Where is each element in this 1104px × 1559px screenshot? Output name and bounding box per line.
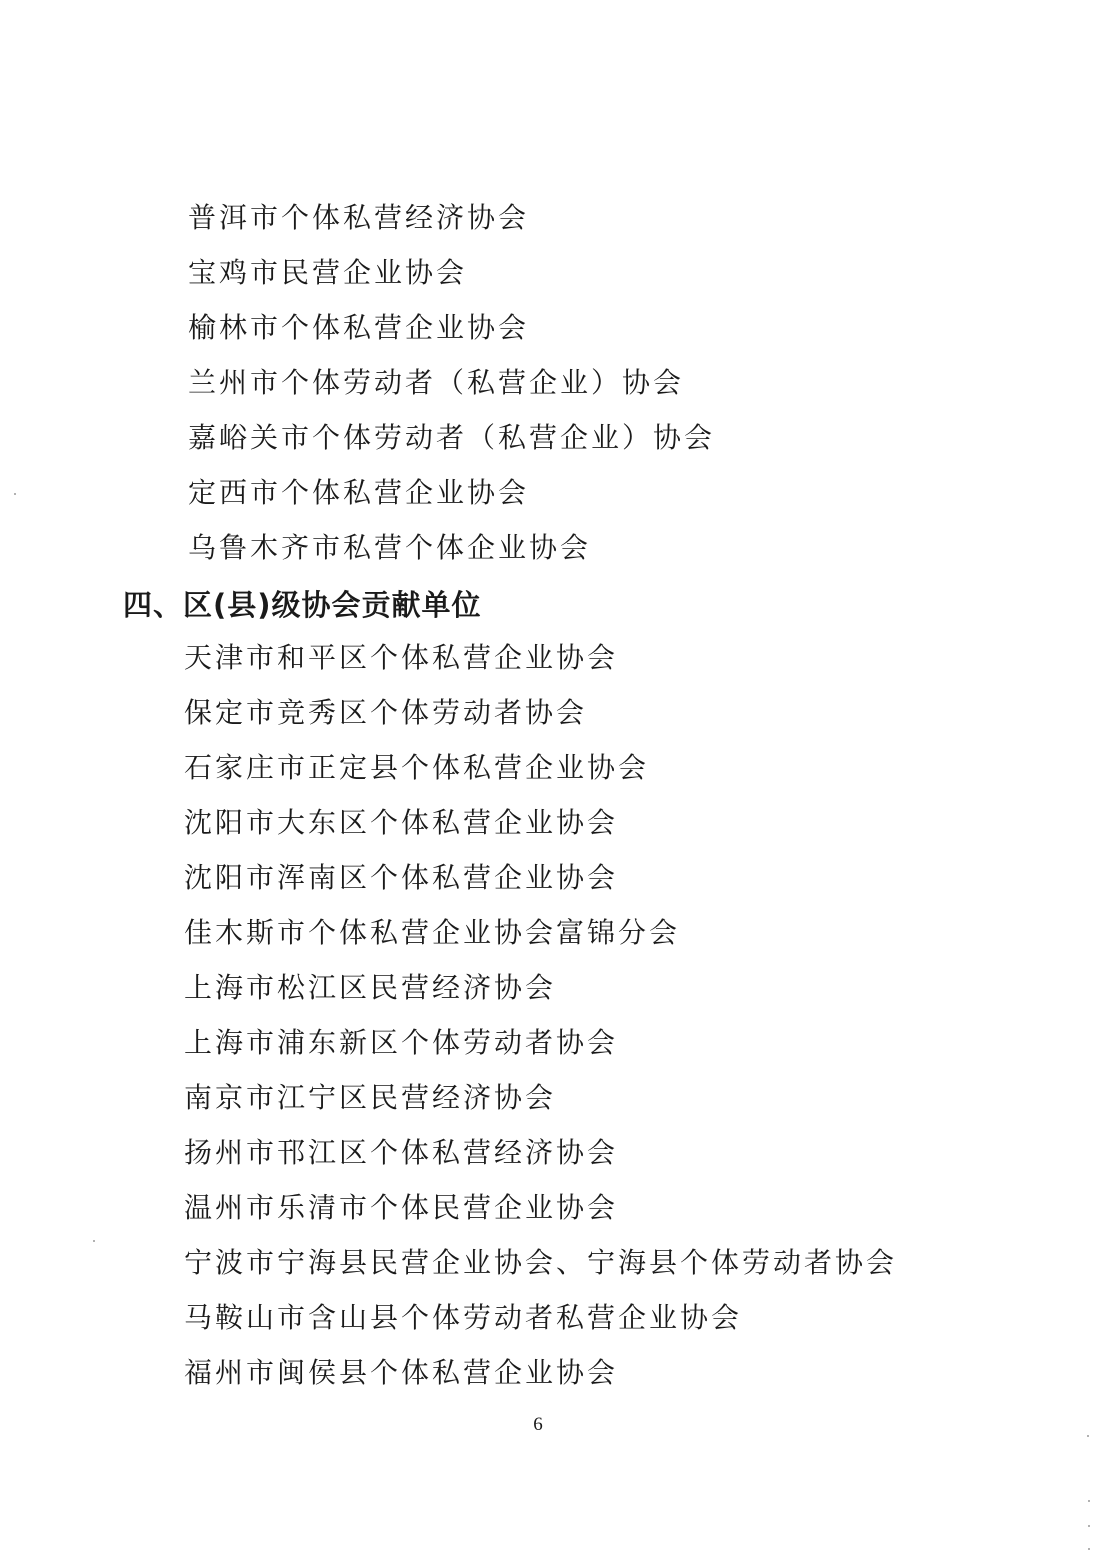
list-item: 天津市和平区个体私营企业协会 (184, 641, 619, 674)
list-item: 扬州市邗江区个体私营经济协会 (184, 1136, 619, 1169)
list-item: 定西市个体私营企业协会 (188, 476, 530, 509)
list-item: 乌鲁木齐市私营个体企业协会 (188, 531, 592, 564)
list-item: 温州市乐清市个体民营企业协会 (184, 1191, 619, 1224)
list-item: 普洱市个体私营经济协会 (188, 201, 530, 234)
section-heading: 四、区(县)级协会贡献单位 (123, 588, 482, 622)
scan-speck (1088, 1548, 1090, 1550)
list-item: 保定市竞秀区个体劳动者协会 (184, 696, 588, 729)
scan-speck (1087, 1435, 1089, 1437)
list-item: 沈阳市浑南区个体私营企业协会 (184, 861, 619, 894)
scan-speck (1088, 1500, 1090, 1502)
list-item: 兰州市个体劳动者（私营企业）协会 (188, 366, 685, 399)
list-item: 榆林市个体私营企业协会 (188, 311, 530, 344)
list-item: 佳木斯市个体私营企业协会富锦分会 (184, 916, 681, 949)
list-item: 福州市闽侯县个体私营企业协会 (184, 1356, 619, 1389)
scan-speck (14, 493, 16, 495)
page-number: 6 (533, 1414, 543, 1435)
scan-speck (93, 1240, 95, 1242)
upper-association-list (188, 190, 715, 575)
list-item: 嘉峪关市个体劳动者（私营企业）协会 (188, 421, 716, 454)
list-item: 石家庄市正定县个体私营企业协会 (184, 751, 650, 784)
list-item: 上海市浦东新区个体劳动者协会 (184, 1026, 619, 1059)
county-association-list (184, 630, 897, 1400)
list-item: 宝鸡市民营企业协会 (188, 256, 468, 289)
scan-speck (1088, 1525, 1090, 1527)
list-item: 马鞍山市含山县个体劳动者私营企业协会 (184, 1301, 743, 1334)
list-item: 沈阳市大东区个体私营企业协会 (184, 806, 619, 839)
list-item: 上海市松江区民营经济协会 (184, 971, 557, 1004)
list-item: 宁波市宁海县民营企业协会、宁海县个体劳动者协会 (184, 1246, 898, 1279)
list-item: 南京市江宁区民营经济协会 (184, 1081, 557, 1114)
